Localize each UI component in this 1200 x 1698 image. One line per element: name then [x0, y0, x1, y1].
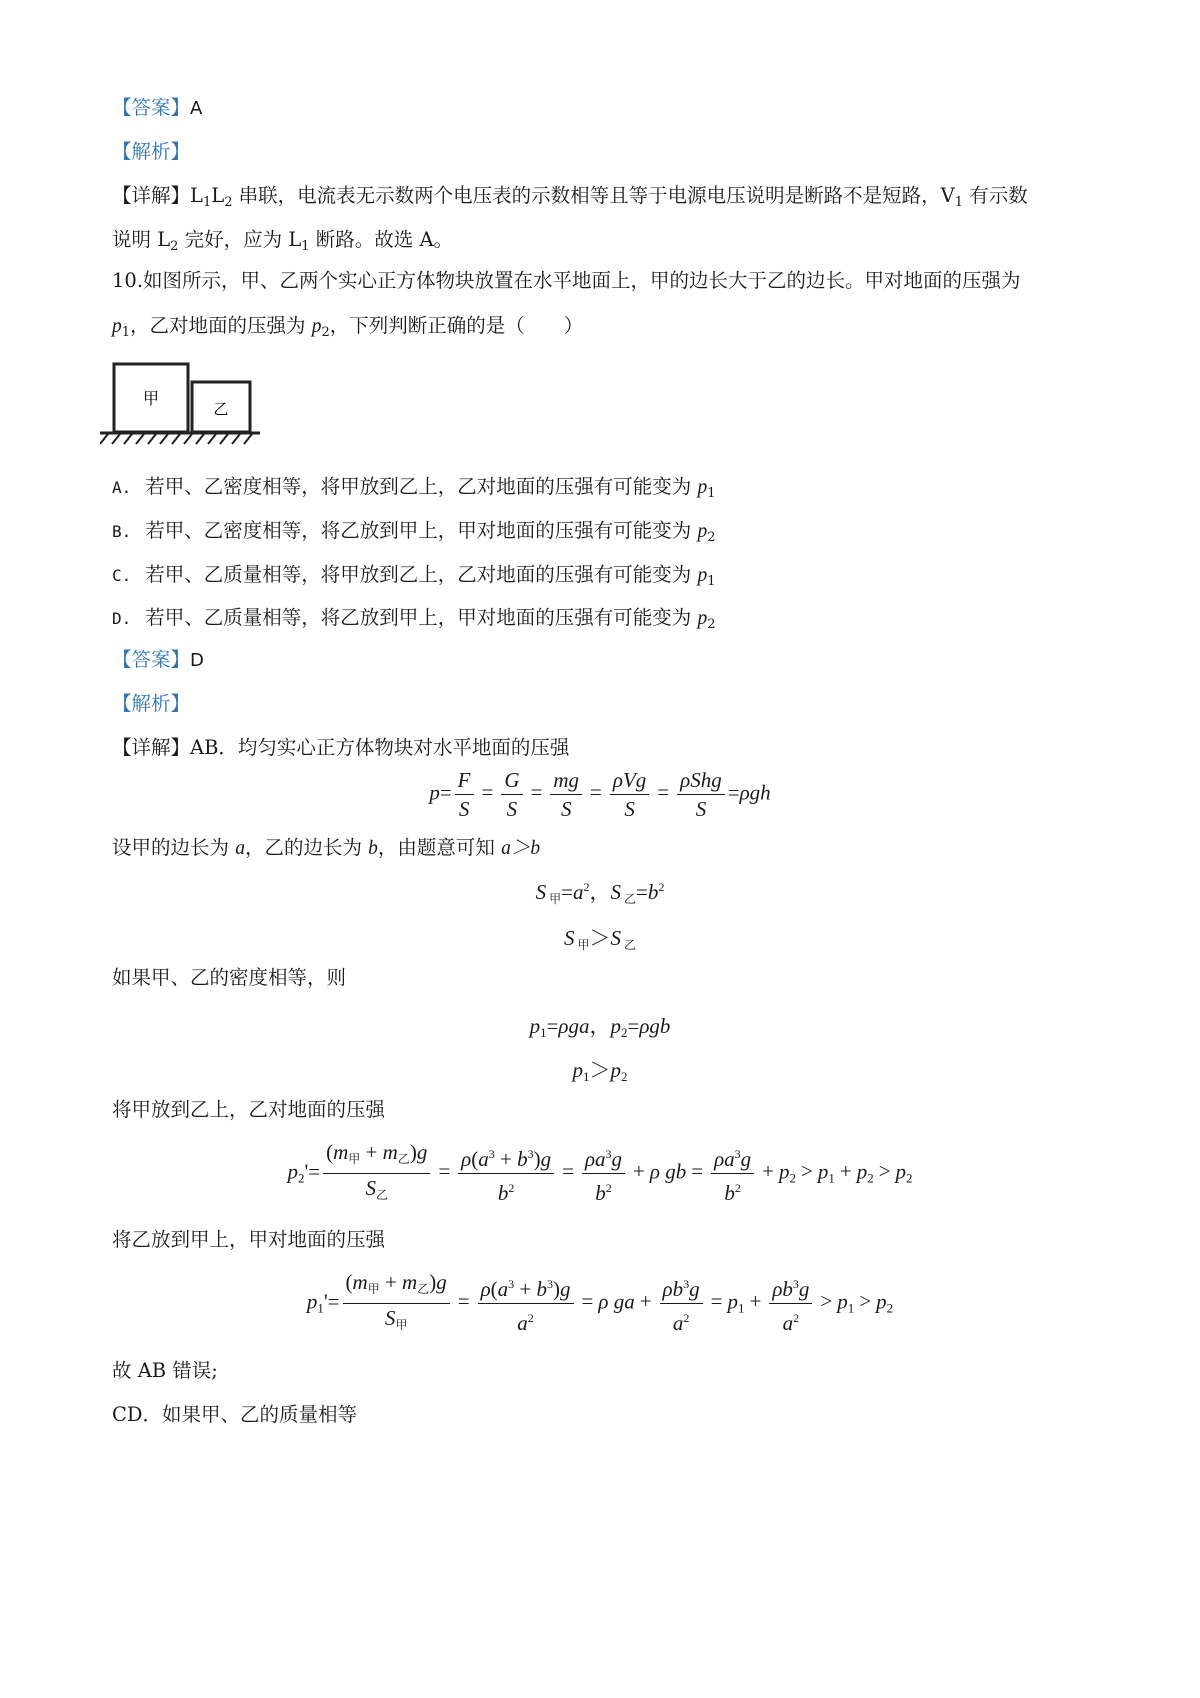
option-text: 若甲、乙密度相等，将甲放到乙上，乙对地面的压强有可能变为 [145, 475, 698, 498]
var-sub: 1 [707, 574, 716, 589]
detail-text: 有示数 [963, 184, 1028, 207]
detail-text: AB．均匀实心正方体物块对水平地面的压强 [190, 736, 570, 759]
setup-text: ，由题意可知 [377, 836, 502, 859]
answer-tag: 【答案】 [112, 96, 191, 119]
put-jia-on-yi-line: 将甲放到乙上，乙对地面的压强 [112, 1098, 386, 1121]
detail-sub: 1 [301, 239, 310, 254]
var-sub: 1 [121, 325, 131, 340]
option-letter: B. [112, 522, 132, 541]
equation-p1-p2: $p_1=\rho ga$，$p_2=\rho gb$ [529, 1014, 671, 1040]
blocks-figure [100, 356, 270, 451]
option-text: 若甲、乙质量相等，将乙放到甲上，甲对地面的压强有可能变为 [145, 606, 698, 629]
q9-answer-line [112, 95, 202, 122]
var-p: p [112, 316, 122, 337]
option-text: 若甲、乙质量相等，将甲放到乙上，乙对地面的压强有可能变为 [145, 563, 698, 586]
stem-text: ，下列判断正确的是（ ） [329, 314, 584, 337]
setup-text: ，乙的边长为 [244, 836, 369, 859]
detail-text: 完好，应为 L [178, 228, 302, 251]
answer-value: D [190, 650, 204, 671]
detail-sub: 1 [202, 195, 212, 210]
q9-detail-line-1 [112, 183, 1028, 216]
detail-text: 断路。故选 A。 [309, 228, 454, 251]
var-b: b [368, 838, 378, 859]
var-sub: 1 [707, 486, 716, 501]
equation-p1-prime: $p_1'=$ $(m_甲 + m_乙)g$ $S_甲$ = $\frac{\rho(a^3 + b^3)g}{a^2}$ = ρ ga + $\frac{\rho b^3g}{a^2}$ = $p_1$ + $\frac{\rho b^3g}{a^2}$ > $p_1 > p_2$ [306, 1270, 894, 1335]
q10-answer-line [112, 647, 204, 674]
q9-detail-line-2 [112, 227, 453, 260]
detail-text: 串联，电流表无示数两个电压表的示数相等且等于电源电压说明是断路不是短路，V [232, 184, 955, 207]
equation-areas: S $_甲=a^2$，S $_乙=b^2$ [535, 880, 665, 906]
setup-inequality: a＞b [501, 838, 541, 859]
option-b [112, 518, 716, 551]
var-sub: 2 [707, 530, 716, 545]
option-d [112, 605, 716, 638]
var-p: p [697, 477, 708, 498]
setup-line [112, 835, 540, 862]
option-c [112, 562, 716, 595]
detail-l: L [211, 184, 225, 207]
option-letter: A. [112, 478, 132, 497]
var-sub: 2 [321, 325, 330, 340]
detail-sub: 2 [224, 195, 233, 210]
detail-sub: 1 [954, 195, 964, 210]
detail-tag: 【详解】 [112, 736, 191, 759]
var-p: p [311, 316, 322, 337]
detail-tag: 【详解】 [112, 184, 191, 207]
q10-stem-line-1: 10.如图所示，甲、乙两个实心正方体物块放置在水平地面上，甲的边长大于乙的边长。甲对地面的压强为 [112, 269, 1021, 292]
setup-text: 设甲的边长为 [112, 836, 236, 859]
detail-l: L [190, 184, 203, 207]
option-a [112, 474, 716, 507]
cd-line: CD．如果甲、乙的质量相等 [112, 1403, 358, 1426]
conclusion-line: 故 AB 错误; [112, 1359, 218, 1382]
option-letter: C. [112, 566, 132, 585]
q10-stem-line-2 [112, 313, 583, 346]
q10-detail-line [112, 735, 569, 761]
q9-analysis-tag: 【解析】 [112, 140, 191, 163]
equation-area-compare: S $_甲$＞S $_乙$ [563, 926, 637, 952]
q10-analysis-tag: 【解析】 [112, 692, 191, 715]
var-p: p [697, 565, 708, 586]
option-text: 若甲、乙密度相等，将乙放到甲上，甲对地面的压强有可能变为 [145, 519, 698, 542]
answer-tag: 【答案】 [112, 648, 191, 671]
stem-text: ，乙对地面的压强为 [130, 314, 312, 337]
var-sub: 2 [707, 617, 716, 632]
density-line: 如果甲、乙的密度相等，则 [112, 966, 347, 989]
var-p: p [697, 608, 708, 629]
var-a: a [235, 838, 245, 859]
option-letter: D. [112, 609, 132, 628]
put-yi-on-jia-line: 将乙放到甲上，甲对地面的压强 [112, 1228, 386, 1251]
equation-pressure: p= $\frac{F}{S}$ = $\frac{G}{S}$ = $\frac{mg}{S}$ = ρVg S = ρShg S =ρgh [429, 768, 771, 821]
detail-sub: 2 [170, 239, 179, 254]
equation-p2-prime: $p_2'=$ $(m_甲 + m_乙)g$ $S_乙$ = $\frac{\rho(a^3 + b^3)g}{b^2}$ = $\frac{\rho a^3g}{b^2}$ + ρ gb = $\frac{\rho a^3g}{b^2}$ + $p_2 > p_1 + p_2 > p_2$ [287, 1140, 913, 1205]
ground-hatch [100, 434, 252, 444]
var-p: p [697, 521, 708, 542]
detail-text: 说明 L [112, 228, 171, 251]
block-jia-label: 甲 [142, 389, 160, 408]
block-yi-label: 乙 [213, 400, 229, 418]
answer-value: A [190, 98, 203, 119]
equation-p1-gt-p2: $p_1>p_2$ [572, 1058, 628, 1084]
